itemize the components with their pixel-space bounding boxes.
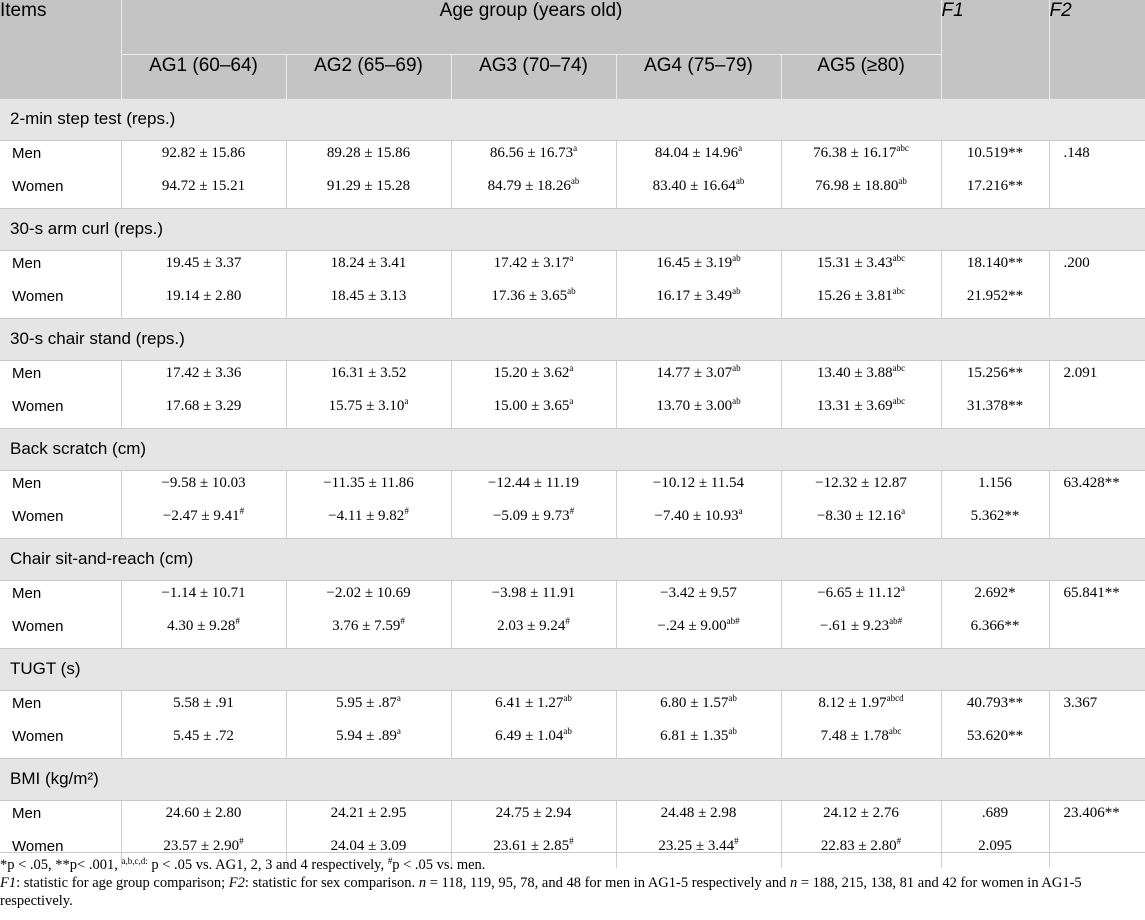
f1-cell: 17.216**: [941, 178, 1049, 208]
significance-marker: ab: [898, 176, 907, 186]
value-text: 91.29 ± 15.28: [326, 178, 411, 194]
f2-cell: .148: [1049, 140, 1145, 208]
value-cell-ag2: [286, 398, 451, 428]
value-cell-ag1: [121, 250, 286, 288]
section-header: [0, 758, 1145, 800]
value-text: −6.65 ± 11.12: [817, 584, 901, 601]
f1-cell: 18.140**: [941, 250, 1049, 288]
value-text: 5.45 ± .72: [173, 728, 234, 744]
value-cell-ag1: [121, 690, 286, 728]
header-group-ag3: AG3 (70–74): [451, 54, 616, 98]
table-row: [0, 618, 1145, 648]
value-cell-ag1: [121, 728, 286, 758]
significance-marker: abc: [892, 286, 906, 296]
significance-marker: ab#: [726, 616, 740, 626]
significance-marker: ab: [570, 176, 580, 186]
table-row: [0, 470, 1145, 508]
value-text: 83.40 ± 16.64: [652, 178, 736, 194]
significance-marker: #: [239, 506, 245, 516]
value-text: 17.42 ± 3.17: [493, 254, 570, 271]
footnote-statistics: F1: statistic for age group comparison; F2: statistic for sex comparison. n = 118, 119, 95, 78, and 48 for men in AG1-5 respectively and n = 188, 215, 138, 81 and 42 for women in AG1-5 respectively.: [0, 875, 1082, 909]
value-text: 6.49 ± 1.04: [495, 728, 564, 744]
value-cell-ag3: [451, 580, 616, 618]
value-cell-ag4: [616, 690, 781, 728]
value-text: 15.00 ± 3.65: [493, 398, 570, 414]
value-cell-ag3: [451, 288, 616, 318]
f1-cell: 6.366**: [941, 618, 1049, 648]
value-cell-ag4: [616, 250, 781, 288]
row-label: Men: [12, 694, 42, 712]
value-text: 16.17 ± 3.49: [656, 288, 733, 304]
value-cell-ag1: [121, 178, 286, 208]
value-cell-ag3: [451, 690, 616, 728]
value-cell-ag2: [286, 508, 451, 538]
f1-cell: 2.095: [941, 838, 1049, 868]
value-cell-ag5: [781, 580, 941, 618]
value-text: −11.35 ± 11.86: [323, 474, 414, 491]
f1-cell: 10.519**: [941, 140, 1049, 178]
table-row: [0, 508, 1145, 538]
value-cell-ag5: [781, 800, 941, 838]
f2-cell: 65.841**: [1049, 580, 1145, 648]
value-text: 18.45 ± 3.13: [330, 288, 407, 304]
significance-marker: a: [569, 396, 574, 406]
value-text: 86.56 ± 16.73: [489, 144, 574, 161]
value-text: −8.30 ± 12.16: [816, 508, 902, 524]
value-text: 23.25 ± 3.44: [658, 838, 735, 854]
section-header: [0, 98, 1145, 140]
value-cell-ag1: [121, 470, 286, 508]
significance-marker: a: [396, 726, 401, 736]
value-cell-ag2: [286, 618, 451, 648]
value-cell-ag2: [286, 728, 451, 758]
value-cell-ag1: [121, 360, 286, 398]
value-cell-ag5: [781, 360, 941, 398]
value-cell-ag5: [781, 250, 941, 288]
table-row: [0, 398, 1145, 428]
significance-marker: #: [734, 836, 739, 846]
value-text: −2.02 ± 10.69: [326, 584, 411, 601]
value-cell-ag1: [121, 288, 286, 318]
value-text: 6.41 ± 1.27: [495, 694, 564, 711]
value-text: 23.57 ± 2.90: [163, 838, 240, 854]
value-text: 7.48 ± 1.78: [820, 728, 889, 744]
significance-marker: ab: [735, 176, 745, 186]
table-row: [0, 800, 1145, 838]
significance-marker: #: [239, 836, 244, 846]
value-cell-ag1: [121, 398, 286, 428]
value-text: 24.48 ± 2.98: [660, 804, 737, 821]
table-row: [0, 580, 1145, 618]
value-cell-ag3: [451, 360, 616, 398]
row-label: Women: [12, 838, 64, 855]
value-cell-ag1: [121, 618, 286, 648]
value-cell-ag5: [781, 470, 941, 508]
value-cell-ag2: [286, 288, 451, 318]
value-cell-ag5: [781, 618, 941, 648]
significance-marker: #: [569, 836, 574, 846]
table-body: [0, 98, 1145, 868]
value-cell-ag3: [451, 178, 616, 208]
header-age-group: Age group (years old): [121, 0, 941, 54]
value-text: 2.03 ± 9.24: [497, 618, 566, 634]
value-cell-ag1: [121, 140, 286, 178]
significance-marker: ab: [728, 726, 737, 736]
row-label: Men: [12, 584, 42, 602]
row-label: Men: [12, 474, 42, 492]
f2-cell: 63.428**: [1049, 470, 1145, 538]
significance-marker: a: [900, 582, 905, 593]
significance-marker: abc: [892, 362, 906, 373]
value-cell-ag2: [286, 178, 451, 208]
row-label: Women: [12, 618, 64, 635]
row-label: Men: [12, 254, 42, 272]
value-text: 84.79 ± 18.26: [487, 178, 571, 194]
value-cell-ag4: [616, 288, 781, 318]
value-text: 15.31 ± 3.43: [816, 254, 893, 271]
section-title: 30-s chair stand (reps.): [0, 318, 1145, 360]
row-label: Men: [12, 144, 42, 162]
significance-marker: ab: [563, 692, 572, 703]
value-cell-ag3: [451, 508, 616, 538]
significance-marker: ab: [732, 362, 741, 373]
value-text: 5.95 ± .87: [336, 694, 397, 711]
value-cell-ag5: [781, 508, 941, 538]
value-text: 24.21 ± 2.95: [330, 804, 407, 821]
significance-marker: #: [404, 506, 409, 516]
value-text: 15.75 ± 3.10: [328, 398, 405, 414]
value-cell-ag3: [451, 140, 616, 178]
value-text: 94.72 ± 15.21: [161, 178, 246, 194]
row-label: Men: [12, 804, 42, 822]
table-header: [0, 0, 1145, 98]
f2-cell: 2.091: [1049, 360, 1145, 428]
value-cell-ag2: [286, 470, 451, 508]
section-title: Chair sit-and-reach (cm): [0, 538, 1145, 580]
section-title: BMI (kg/m²): [0, 758, 1145, 800]
value-cell-ag3: [451, 728, 616, 758]
value-cell-ag4: [616, 508, 781, 538]
header-f2: F2: [1049, 0, 1145, 98]
section-header: [0, 648, 1145, 690]
f1-cell: 40.793**: [941, 690, 1049, 728]
significance-marker: a: [569, 362, 574, 373]
value-text: 6.81 ± 1.35: [660, 728, 729, 744]
value-text: 23.61 ± 2.85: [493, 838, 570, 854]
f1-cell: 21.952**: [941, 288, 1049, 318]
f1-cell: 31.378**: [941, 398, 1049, 428]
row-label: Women: [12, 508, 64, 525]
table-row: [0, 178, 1145, 208]
value-cell-ag2: [286, 250, 451, 288]
significance-marker: abc: [888, 726, 902, 736]
value-cell-ag5: [781, 140, 941, 178]
section-title: 30-s arm curl (reps.): [0, 208, 1145, 250]
value-text: 14.77 ± 3.07: [656, 364, 733, 381]
value-text: 18.24 ± 3.41: [330, 254, 407, 271]
value-text: 24.04 ± 3.09: [330, 838, 407, 854]
significance-marker: abc: [896, 142, 909, 153]
value-cell-ag5: [781, 690, 941, 728]
significance-marker: a: [573, 142, 578, 153]
value-text: 13.31 ± 3.69: [816, 398, 893, 414]
row-label: Women: [12, 178, 64, 195]
significance-marker: #: [400, 616, 405, 626]
value-text: 4.30 ± 9.28: [167, 618, 236, 634]
value-text: 76.98 ± 18.80: [815, 178, 899, 194]
row-label: Women: [12, 728, 64, 745]
table-bottom-rule: [0, 852, 1145, 853]
value-text: 22.83 ± 2.80: [820, 838, 897, 854]
value-cell-ag2: [286, 140, 451, 178]
value-text: 15.20 ± 3.62: [493, 364, 570, 381]
section-header: [0, 538, 1145, 580]
table-row: [0, 250, 1145, 288]
header-group-ag4: AG4 (75–79): [616, 54, 781, 98]
value-cell-ag4: [616, 728, 781, 758]
section-header: [0, 318, 1145, 360]
significance-marker: a: [738, 506, 743, 516]
table-row: [0, 140, 1145, 178]
value-cell-ag4: [616, 580, 781, 618]
f2-cell: .200: [1049, 250, 1145, 318]
value-text: 6.80 ± 1.57: [660, 694, 729, 711]
f2-cell: 23.406**: [1049, 800, 1145, 868]
value-text: 92.82 ± 15.86: [161, 144, 246, 161]
value-text: −.24 ± 9.00: [657, 618, 727, 634]
f1-cell: 53.620**: [941, 728, 1049, 758]
value-text: 17.42 ± 3.36: [165, 364, 242, 381]
value-cell-ag2: [286, 360, 451, 398]
value-text: 16.45 ± 3.19: [656, 254, 733, 271]
section-title: Back scratch (cm): [0, 428, 1145, 470]
significance-marker: abc: [892, 396, 906, 406]
value-text: 24.60 ± 2.80: [165, 804, 242, 821]
row-label: Men: [12, 364, 42, 382]
significance-marker: ab: [732, 252, 741, 263]
significance-marker: ab#: [889, 616, 903, 626]
value-text: 5.94 ± .89: [336, 728, 397, 744]
value-text: 24.75 ± 2.94: [495, 804, 572, 821]
value-text: 17.36 ± 3.65: [491, 288, 568, 304]
value-cell-ag4: [616, 398, 781, 428]
value-text: 84.04 ± 14.96: [654, 144, 739, 161]
f1-cell: 2.692*: [941, 580, 1049, 618]
value-text: −.61 ± 9.23: [819, 618, 890, 634]
significance-marker: ab: [732, 286, 741, 296]
value-text: 16.31 ± 3.52: [330, 364, 407, 381]
significance-marker: #: [896, 836, 902, 846]
significance-marker: #: [235, 616, 240, 626]
value-text: 17.68 ± 3.29: [165, 398, 242, 414]
value-text: 13.70 ± 3.00: [656, 398, 733, 414]
value-text: 3.76 ± 7.59: [332, 618, 401, 634]
header-group-ag2: AG2 (65–69): [286, 54, 451, 98]
value-text: −4.11 ± 9.82: [328, 508, 405, 524]
value-text: 13.40 ± 3.88: [816, 364, 893, 381]
significance-marker: abcd: [886, 692, 904, 703]
significance-marker: #: [565, 616, 570, 626]
f1-cell: 5.362**: [941, 508, 1049, 538]
significance-marker: ab: [567, 286, 576, 296]
value-text: −3.98 ± 11.91: [491, 584, 576, 601]
f1-cell: 15.256**: [941, 360, 1049, 398]
value-cell-ag3: [451, 250, 616, 288]
section-header: [0, 428, 1145, 470]
value-cell-ag5: [781, 178, 941, 208]
value-text: 89.28 ± 15.86: [326, 144, 411, 161]
f2-cell: 3.367: [1049, 690, 1145, 758]
value-cell-ag1: [121, 580, 286, 618]
section-title: TUGT (s): [0, 648, 1145, 690]
significance-marker: a: [738, 142, 743, 153]
value-text: −9.58 ± 10.03: [161, 474, 246, 491]
table-row: [0, 728, 1145, 758]
value-text: −3.42 ± 9.57: [660, 584, 737, 601]
section-header: [0, 208, 1145, 250]
value-cell-ag3: [451, 398, 616, 428]
value-cell-ag3: [451, 618, 616, 648]
value-cell-ag5: [781, 288, 941, 318]
value-text: −7.40 ± 10.93: [654, 508, 739, 524]
significance-marker: #: [569, 506, 575, 516]
value-cell-ag4: [616, 618, 781, 648]
value-cell-ag4: [616, 360, 781, 398]
f1-cell: .689: [941, 800, 1049, 838]
significance-marker: ab: [728, 692, 737, 703]
table-row: [0, 360, 1145, 398]
value-cell-ag2: [286, 800, 451, 838]
header-group-ag1: AG1 (60–64): [121, 54, 286, 98]
value-text: 76.38 ± 16.17: [813, 144, 897, 161]
value-cell-ag5: [781, 728, 941, 758]
table-row: [0, 690, 1145, 728]
header-f1: F1: [941, 0, 1049, 98]
header-group-ag5: AG5 (≥80): [781, 54, 941, 98]
value-cell-ag2: [286, 580, 451, 618]
value-text: 15.26 ± 3.81: [816, 288, 893, 304]
value-cell-ag5: [781, 398, 941, 428]
value-text: 8.12 ± 1.97: [818, 694, 887, 711]
row-label: Women: [12, 288, 64, 305]
value-cell-ag3: [451, 800, 616, 838]
significance-marker: a: [404, 396, 409, 406]
value-cell-ag4: [616, 140, 781, 178]
header-items: Items: [0, 0, 121, 98]
value-cell-ag3: [451, 470, 616, 508]
significance-marker: abc: [892, 252, 906, 263]
value-cell-ag4: [616, 178, 781, 208]
value-text: −10.12 ± 11.54: [652, 474, 745, 491]
significance-marker: ab: [732, 396, 741, 406]
value-text: 19.14 ± 2.80: [165, 288, 242, 304]
value-text: −12.44 ± 11.19: [487, 474, 580, 491]
value-text: 19.45 ± 3.37: [165, 254, 242, 271]
table-row: [0, 288, 1145, 318]
value-text: −12.32 ± 12.87: [815, 474, 907, 491]
value-cell-ag1: [121, 800, 286, 838]
value-text: −2.47 ± 9.41: [162, 508, 240, 524]
footnote-significance: *p < .05, **p< .001, $^{a,b,c,d:}$ p < .05 vs. AG1, 2, 3 and 4 respectively, #p < .05 vs. men.: [0, 856, 486, 873]
value-cell-ag2: [286, 690, 451, 728]
significance-marker: ab: [563, 726, 572, 736]
value-text: 24.12 ± 2.76: [823, 804, 899, 821]
f1-cell: 1.156: [941, 470, 1049, 508]
significance-marker: a: [396, 692, 401, 703]
row-label: Women: [12, 398, 64, 415]
footnotes: [0, 856, 1145, 910]
significance-marker: a: [901, 506, 906, 516]
value-cell-ag4: [616, 800, 781, 838]
section-title: 2-min step test (reps.): [0, 98, 1145, 140]
value-text: 5.58 ± .91: [173, 694, 234, 711]
significance-marker: a: [569, 252, 574, 263]
value-text: −5.09 ± 9.73: [492, 508, 570, 524]
value-text: −1.14 ± 10.71: [161, 584, 246, 601]
value-cell-ag4: [616, 470, 781, 508]
value-cell-ag1: [121, 508, 286, 538]
